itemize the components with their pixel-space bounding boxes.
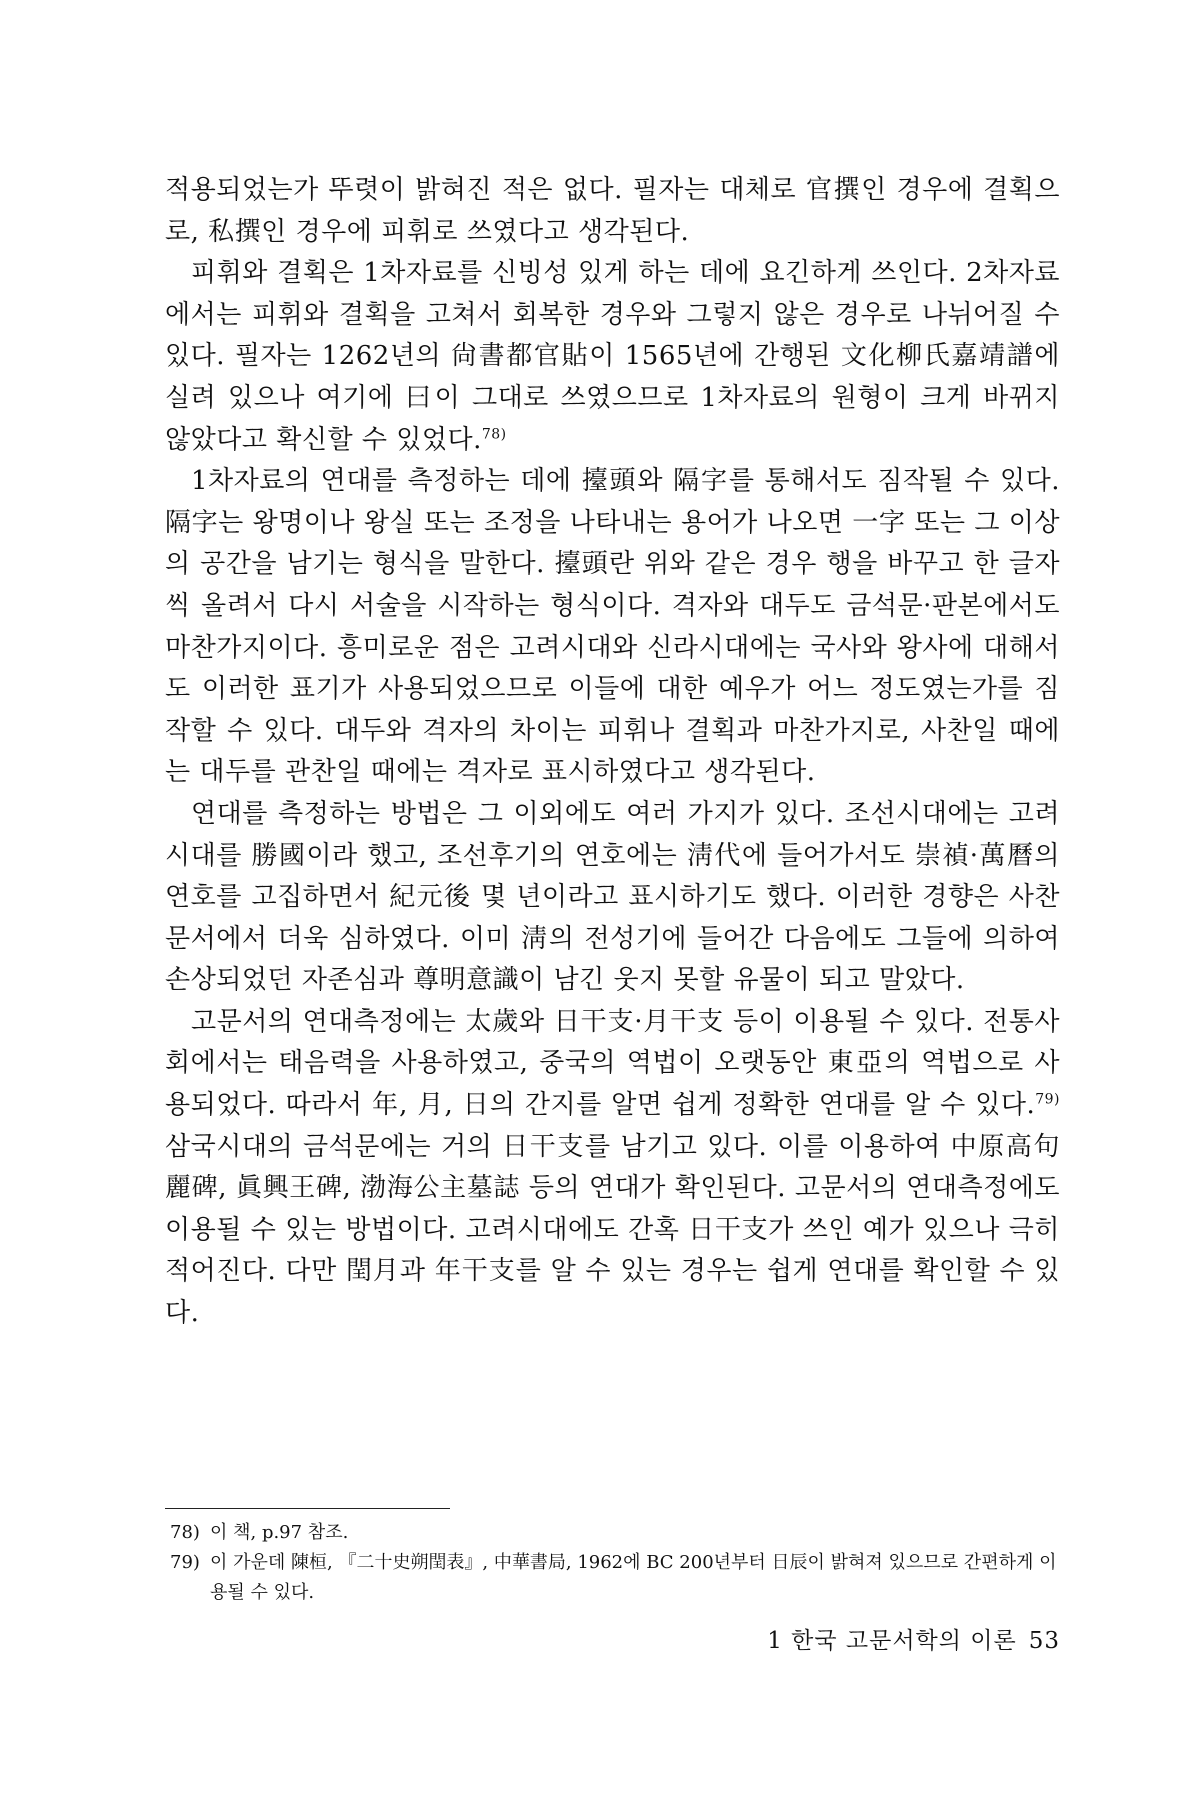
paragraph-2 bbox=[165, 253, 1060, 461]
footnote-ref-79[interactable]: 79) bbox=[1035, 1091, 1060, 1108]
footnote-divider bbox=[165, 1508, 450, 1509]
paragraph-3 bbox=[165, 461, 1060, 794]
footnote-79-number: 79) bbox=[170, 1552, 200, 1573]
footnote-78-text: 이 책, p.97 참조. bbox=[210, 1522, 349, 1543]
footnote-78-number: 78) bbox=[170, 1522, 200, 1543]
footnote-79 bbox=[170, 1548, 1060, 1608]
running-chapter-title: 1 한국 고문서학의 이론 bbox=[767, 1628, 1017, 1654]
paragraph-4-text: 연대를 측정하는 방법은 그 이외에도 여러 가지가 있다. 조선시대에는 고려시대를 勝國이라 했고, 조선후기의 연호에는 淸代에 들어가서도 崇禎·萬曆의 연호를 고집하면서 紀元後 몇 년이라고 표시하기도 했다. 이러한 경향은 사찬문서에서 더욱 심하였다. 이미 淸의 전성기에 들어간 다음에도 그들에 의하여 손상되었던 자존심과 尊明意識이 남긴 웃지 못할 유물이 되고 말았다. bbox=[165, 798, 1060, 996]
paragraph-2-text: 피휘와 결획은 1차자료를 신빙성 있게 하는 데에 요긴하게 쓰인다. 2차자료에서는 피휘와 결획을 고쳐서 회복한 경우와 그렇지 않은 경우로 나뉘어질 수 있다. 필자는 1262년의 尙書都官貼이 1565년에 간행된 文化柳氏嘉靖譜에 실려 있으나 여기에 曰이 그대로 쓰였으므로 1차자료의 원형이 크게 바뀌지 않았다고 확신할 수 있었다. bbox=[165, 258, 1060, 455]
paragraph-1-text: 적용되었는가 뚜렷이 밝혀진 적은 없다. 필자는 대체로 官撰인 경우에 결획으로, 私撰인 경우에 피휘로 쓰였다고 생각된다. bbox=[165, 175, 1060, 247]
body-text bbox=[165, 170, 1060, 1335]
page-number: 53 bbox=[1028, 1628, 1060, 1654]
footnote-79-text: 이 가운데 陳桓, 『二十史朔閏表』, 中華書局, 1962에 BC 200년부터 日辰이 밝혀져 있으므로 간편하게 이용될 수 있다. bbox=[210, 1552, 1057, 1603]
paragraph-5-text-a: 고문서의 연대측정에는 太歲와 日干支·月干支 등이 이용될 수 있다. 전통사회에서는 태음력을 사용하였고, 중국의 역법이 오랫동안 東亞의 역법으로 사용되었다. 따라서 年, 月, 日의 간지를 알면 쉽게 정확한 연대를 알 수 있다. bbox=[165, 1006, 1060, 1121]
footnote-78 bbox=[170, 1518, 1060, 1548]
paragraph-3-text: 1차자료의 연대를 측정하는 데에 擡頭와 隔字를 통해서도 짐작될 수 있다. 隔字는 왕명이나 왕실 또는 조정을 나타내는 용어가 나오면 一字 또는 그 이상의 공간을 남기는 형식을 말한다. 擡頭란 위와 같은 경우 행을 바꾸고 한 글자씩 올려서 다시 서술을 시작하는 형식이다. 격자와 대두도 금석문·판본에서도 마찬가지이다. 흥미로운 점은 고려시대와 신라시대에는 국사와 왕사에 대해서도 이러한 표기가 사용되었으므로 이들에 대한 예우가 어느 정도였는가를 짐작할 수 있다. 대두와 격자의 차이는 피휘나 결획과 마찬가지로, 사찬일 때에는 대두를 관찬일 때에는 격자로 표시하였다고 생각된다. bbox=[165, 466, 1060, 788]
footnotes bbox=[170, 1518, 1060, 1608]
paragraph-1 bbox=[165, 170, 1060, 253]
paragraph-5-text-b: 삼국시대의 금석문에는 거의 日干支를 남기고 있다. 이를 이용하여 中原高句麗碑, 眞興王碑, 渤海公主墓誌 등의 연대가 확인된다. 고문서의 연대측정에도 이용될 수 있는 방법이다. 고려시대에도 간혹 日干支가 쓰인 예가 있으나 극히 적어진다. 다만 閏月과 年干支를 알 수 있는 경우는 쉽게 연대를 확인할 수 있다. bbox=[165, 1131, 1060, 1329]
paragraph-5 bbox=[165, 1002, 1060, 1335]
paragraph-4 bbox=[165, 794, 1060, 1002]
page-footer bbox=[755, 1622, 1060, 1655]
footnote-ref-78[interactable]: 78) bbox=[481, 425, 507, 442]
